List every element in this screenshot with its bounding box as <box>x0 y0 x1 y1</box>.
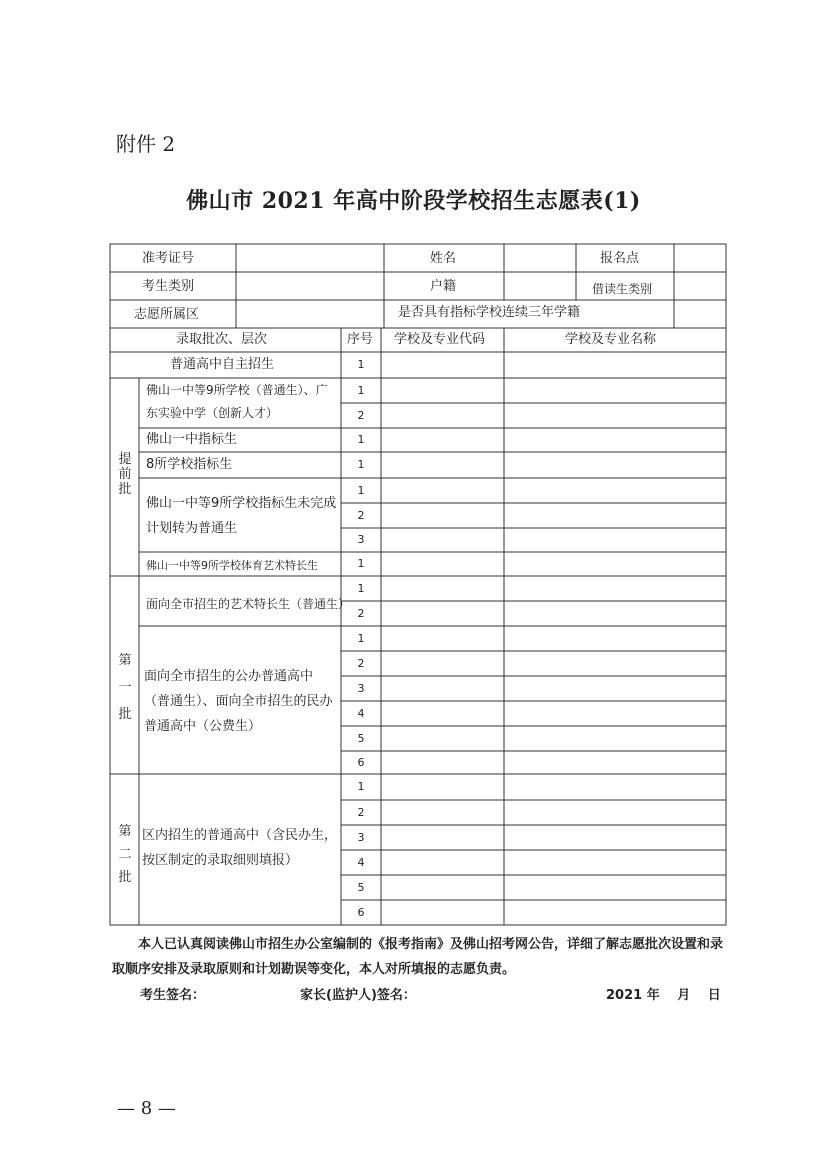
sequence-number: 4 <box>357 706 365 720</box>
sequence-number: 1 <box>357 581 365 595</box>
sequence-number: 3 <box>357 681 365 695</box>
sequence-number: 2 <box>357 805 365 819</box>
subcategory-citywide-public-private: 面向全市招生的公办普通高中（普通生）、面向全市招生的民办普通高中（公费生） <box>144 669 333 734</box>
page-number: — 8 — <box>117 1098 176 1119</box>
sequence-number: 1 <box>357 358 365 371</box>
registration-site-label: 报名点 <box>600 251 640 266</box>
group-first-label: 第一批 <box>118 653 132 722</box>
sequence-number: 5 <box>357 731 365 745</box>
exam-number-label: 准考证号 <box>142 251 195 266</box>
district-label: 志愿所属区 <box>134 307 200 322</box>
subcategory-nine-schools-general: 佛山一中等9所学校（普通生）、广东实验中学（创新人才） <box>146 383 328 420</box>
declaration-text: 本人已认真阅读佛山市招生办公室编制的《报考指南》及佛山招考网公告，详细了解志愿批次设置和录取顺序安排及录取原则和计划勘误等变化，本人对所填报的志愿负责。 <box>112 937 724 977</box>
header-code: 学校及专业代码 <box>394 332 486 347</box>
header-batch: 录取批次、层次 <box>176 332 268 347</box>
subcategory-citywide-arts: 面向全市招生的艺术特长生（普通生） <box>146 597 351 611</box>
group-second-label: 第二批 <box>118 824 132 885</box>
sequence-number: 1 <box>357 433 365 446</box>
sequence-number: 1 <box>357 780 365 793</box>
sequence-number: 2 <box>357 408 365 422</box>
student-category-label: 考生类别 <box>142 279 195 294</box>
sequence-number: 4 <box>357 855 365 869</box>
sequence-number: 2 <box>357 606 365 620</box>
subcategory-district-general: 区内招生的普通高中（含民办生，按区制定的录取细则填报） <box>142 828 338 868</box>
borrow-student-type-label: 借读生类别 <box>592 282 653 296</box>
student-signature-label: 考生签名： <box>140 988 206 1003</box>
sequence-number: 6 <box>357 755 365 769</box>
subcategory-foshan-no1-quota: 佛山一中指标生 <box>146 432 238 447</box>
attachment-label: 附件 2 <box>116 132 176 156</box>
form-title: 佛山市 2021 年高中阶段学校招生志愿表(1) <box>186 188 641 214</box>
sequence-number: 6 <box>357 905 365 919</box>
sequence-number: 3 <box>357 830 365 844</box>
sequence-number: 2 <box>357 656 365 670</box>
sequence-number: 1 <box>357 458 365 471</box>
household-label: 户籍 <box>430 279 457 294</box>
three-years-enrollment-label: 是否具有指标学校连续三年学籍 <box>398 305 581 320</box>
sequence-number: 1 <box>357 383 365 397</box>
subcategory-sports-arts: 佛山一中等9所学校体育艺术特长生 <box>146 559 318 572</box>
sequence-number: 2 <box>357 508 365 522</box>
parent-signature-label: 家长(监护人)签名： <box>300 988 416 1003</box>
sequence-number: 1 <box>357 483 365 497</box>
subcategory-self-enrollment: 普通高中自主招生 <box>170 357 275 372</box>
sequence-number: 5 <box>357 880 365 894</box>
group-early-label: 提前批 <box>118 452 132 497</box>
subcategory-eight-schools-quota: 8所学校指标生 <box>146 457 233 472</box>
sequence-number: 3 <box>357 533 365 546</box>
name-label: 姓名 <box>430 251 457 266</box>
sequence-number: 1 <box>357 557 365 570</box>
header-school: 学校及专业名称 <box>565 332 657 347</box>
subcategory-quota-to-general: 佛山一中等9所学校指标生未完成计划转为普通生 <box>146 496 337 536</box>
header-seq: 序号 <box>347 332 374 347</box>
signature-date: 2021 年 月 日 <box>606 988 721 1003</box>
sequence-number: 1 <box>357 631 365 645</box>
